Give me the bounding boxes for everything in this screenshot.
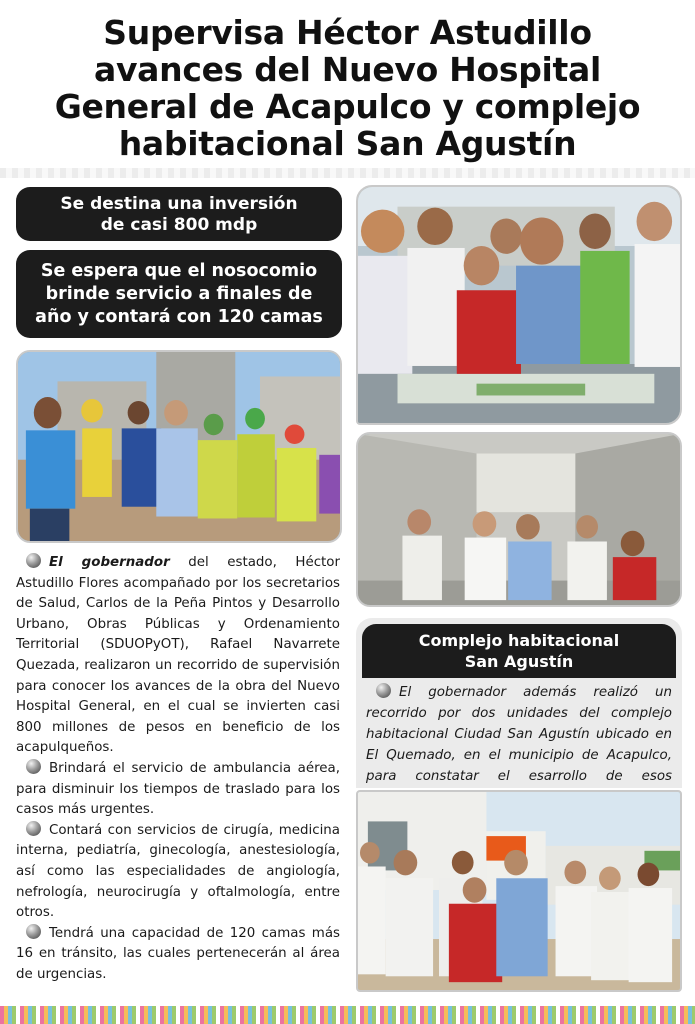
- sidebar-title-line-2: San Agustín: [464, 652, 574, 671]
- highlight-investment-line-1: Se destina una inversión: [60, 194, 298, 214]
- article-bullet-2: [16, 821, 340, 924]
- headline-line-1: Supervisa Héctor Astudillo: [103, 13, 592, 52]
- article-lead-paragraph: [16, 553, 340, 759]
- article-bullet-2-text: Contará con servicios de cirugía, medicina interna, pediatría, ginecología, anestesiología, así como las especialidades de angiología, nefrología, neurocirugía y oftalmología, entre otros.: [16, 822, 340, 921]
- bullet-icon: [26, 924, 41, 939]
- photo-construction-site: [16, 350, 342, 543]
- headline-line-3: General de Acapulco y complejo: [54, 87, 641, 126]
- decorative-divider: [0, 168, 695, 178]
- photo-hospital-hallway: [356, 432, 682, 607]
- highlight-investment: [16, 187, 342, 241]
- article-lead-text: del estado, Héctor Astudillo Flores acompañado por los secretarios de Salud, Carlos de la Peña Pintos y Desarrollo Urbano, Obras Públicas y Ordenamiento Territorial (SDUOPyOT), Rafael Navarrete Quezada, realizaron un recorrido de supervisión para conocer los avances de la obra del Nuevo Hospital General, en el cual se invierten casi 800 millones de pesos en beneficio de los acapulqueños.: [16, 555, 341, 756]
- headline: [0, 14, 695, 162]
- highlight-service-line-3: año y contará con 120 camas: [35, 307, 323, 327]
- photo-housing-complex: [356, 790, 682, 992]
- article-lead-bold: El gobernador: [49, 555, 170, 570]
- article-bullet-1: [16, 759, 340, 821]
- sidebar-complejo-box: [356, 618, 682, 788]
- highlight-service-line-1: Se espera que el nosocomio: [40, 261, 318, 281]
- sidebar-title: [362, 624, 676, 678]
- headline-line-2: avances del Nuevo Hospital: [93, 50, 601, 89]
- highlight-service-line-2: brinde servicio a finales de: [45, 284, 313, 304]
- highlight-investment-line-2: de casi 800 mdp: [100, 215, 258, 235]
- sidebar-text: El gobernador además realizó un recorrido por dos unidades del complejo habitacional Ciudad San Agustín ubicado en El Quemado, en el municipio de Acapulco, para constatar el esarrollo de esos: [366, 685, 672, 784]
- sidebar-title-line-1: Complejo habitacional: [418, 631, 620, 650]
- article-body: [16, 553, 340, 985]
- bullet-icon: [376, 683, 391, 698]
- decorative-footer-strip: [0, 1006, 695, 1024]
- article-bullet-3-text: Tendrá una capacidad de 120 camas más 16 en tránsito, las cuales pertenecerán al área de urgencias.: [16, 925, 340, 982]
- highlight-service-date: [16, 250, 342, 338]
- bullet-icon: [26, 553, 41, 568]
- article-bullet-1-text: Brindará el servicio de ambulancia aérea, para disminuir los tiempos de traslado para los casos más urgentes.: [16, 760, 340, 818]
- photo-officials-model: [356, 185, 682, 425]
- bullet-icon: [26, 759, 41, 774]
- bullet-icon: [26, 821, 41, 836]
- headline-line-4: habitacional San Agustín: [118, 124, 577, 163]
- article-bullet-3: [16, 924, 340, 986]
